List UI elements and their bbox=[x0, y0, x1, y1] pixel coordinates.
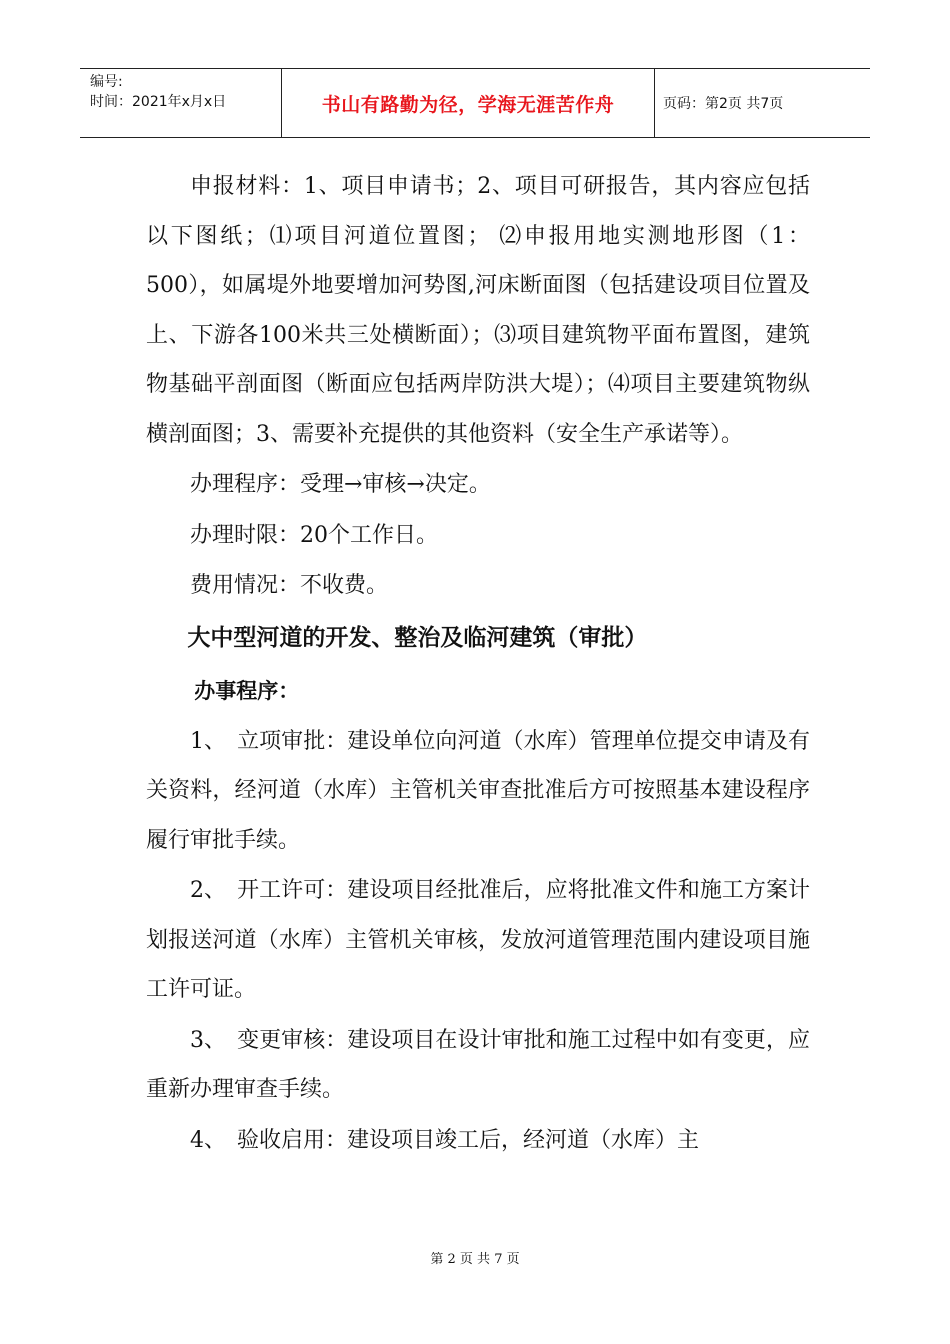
document-code-label: 编号: bbox=[90, 74, 123, 90]
paragraph-time-limit: 办理时限：20个工作日。 bbox=[190, 522, 438, 548]
document-body bbox=[146, 162, 810, 1165]
paragraph-procedure: 办理程序：受理→审核→决定。 bbox=[190, 472, 491, 497]
step-item: 4、 验收启用：建设项目竣工后，经河道（水库）主 bbox=[190, 1127, 699, 1153]
page-header bbox=[80, 68, 870, 138]
paragraph-fees: 费用情况：不收费。 bbox=[190, 573, 389, 598]
page-footer: 第 2 页 共 7 页 bbox=[430, 1252, 520, 1267]
section-title: 大中型河道的开发、整治及临河建筑（审批） bbox=[187, 624, 648, 651]
step-item: 1、 立项审批：建设单位向河道（水库）管理单位提交申请及有关资料，经河道（水库）主管机关审查批准后方可按照基本建设程序履行审批手续。 bbox=[146, 728, 810, 853]
header-motto: 书山有路勤为径，学海无涯苦作舟 bbox=[282, 69, 655, 137]
header-meta bbox=[80, 69, 282, 137]
document-time: 时间：2021年x月x日 bbox=[90, 94, 227, 110]
step-item: 2、 开工许可：建设项目经批准后，应将批准文件和施工方案计划报送河道（水库）主管机关审核，发放河道管理范围内建设项目施工许可证。 bbox=[146, 878, 810, 1002]
header-page-info: 页码：第2页 共7页 bbox=[663, 96, 784, 112]
step-item: 3、 变更审核：建设项目在设计审批和施工过程中如有变更，应重新办理审查手续。 bbox=[146, 1027, 810, 1102]
subsection-title: 办事程序： bbox=[194, 678, 300, 703]
paragraph-materials: 申报材料：1、项目申请书；2、项目可研报告，其内容应包括以下图纸；⑴项目河道位置图； ⑵申报用地实测地形图（1：500），如属堤外地要增加河势图,河床断面图（包括建设项目位置及上、下游各100米共三处横断面）；⑶项目建筑物平面布置图，建筑物基础平剖面图（断面应包括两岸防洪大堤）；⑷项目主要建筑物纵横剖面图；3、需要补充提供的其他资料（安全生产承诺等）。 bbox=[146, 174, 810, 447]
